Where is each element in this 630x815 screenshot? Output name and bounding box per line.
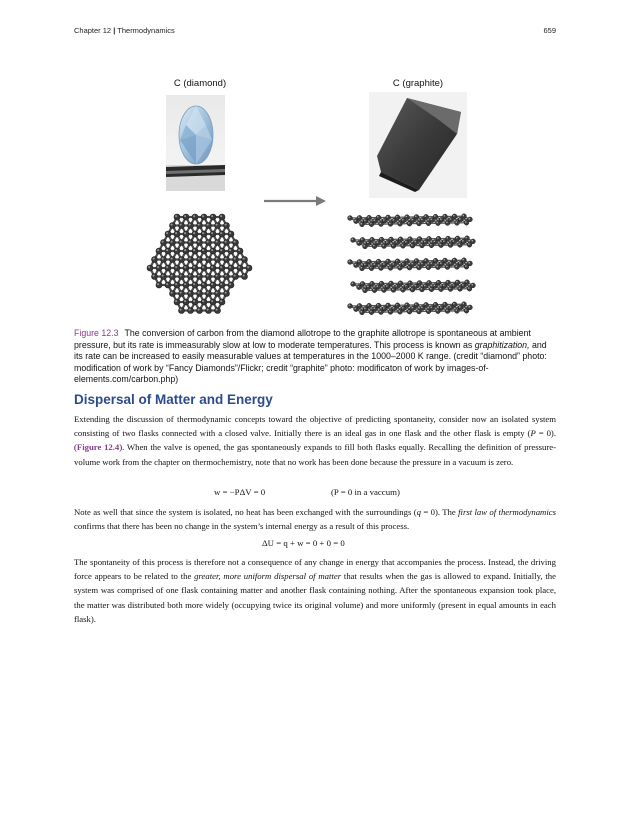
p2-text-b: = 0). The <box>420 507 459 517</box>
diamond-lattice-icon <box>144 212 254 316</box>
caption-text-2: and its rate can be increased to easily measurable values at temperatures in the 1000–2000 K range. (credit “diamond” photo: modification of work by “Fancy Diamonds”/Flickr; credit “graphite” photo: modificaton of work by images-of-elements.com/carbon.php) <box>74 339 547 384</box>
paragraph-2 <box>74 505 556 533</box>
conversion-arrow-icon <box>264 195 326 207</box>
p2-text-a: Note as well that since the system is isolated, no heat has been exchanged with the surroundings ( <box>74 507 417 517</box>
p1-variable: P <box>530 428 536 439</box>
p3-text-a: The spontaneity of this process is therefore not a consequence of any change in energy that accompanies the process. Instead, the driving force appears to be related to the <box>74 557 556 582</box>
chapter-title: Thermodynamics <box>117 26 175 35</box>
page-number: 659 <box>543 26 556 35</box>
figure-caption <box>74 328 556 386</box>
section-title: Dispersal of Matter and Energy <box>74 392 273 407</box>
caption-text-1: The conversion of carbon from the diamond allotrope to the graphite allotrope is spontaneous at ambient pressure, but its rate is immeasurably slow at low to moderate temperatures. This process is known as <box>74 328 531 350</box>
diamond-label: C (diamond) <box>173 78 227 89</box>
p2-text-c: confirms that there has been no change in the system’s internal energy as a result of this process. <box>74 521 410 532</box>
running-header <box>74 26 175 35</box>
paragraph-1 <box>74 412 556 469</box>
p1-text-c: ). When the valve is opened, the gas spontaneously expands to fill both flasks equally. Recalling the definition of pressure-volume work from the chapter on thermochemistry, note that no work has been done because the pressure in a vacuum is zero. <box>74 442 556 467</box>
p2-italic: first law of thermodynamics <box>458 507 556 517</box>
graphite-lattice-icon <box>344 210 480 320</box>
p1-text-b: = 0). ( <box>74 428 556 453</box>
p2-variable: q <box>416 507 421 517</box>
p3-text-b: that results when the gas is allowed to expand. Initially, the system was comprised of one flask containing matter and another flask containing nothing. After the spontaneous expansion took place, the matter was distributed both more widely (occupying twice its original volume) and more uniformly (present in equal amounts in each flask). <box>74 571 556 624</box>
figure-12-4-link[interactable]: Figure 12.4 <box>76 442 120 453</box>
energy-equation: ΔU = q + w = 0 + 0 = 0 <box>262 538 345 548</box>
caption-italic: graphitization, <box>474 339 530 350</box>
work-equation-condition: (P = 0 in a vaccum) <box>331 487 400 497</box>
figure-number: Figure 12.3 <box>74 328 119 338</box>
p3-italic: greater, more uniform dispersal of matter <box>194 571 342 582</box>
diamond-photo <box>166 95 225 191</box>
header-separator: | <box>113 26 116 35</box>
chapter-label: Chapter 12 <box>74 26 112 35</box>
work-equation: w = −PΔV = 0 <box>214 487 266 497</box>
graphite-photo <box>369 92 467 198</box>
graphite-label: C (graphite) <box>392 78 444 89</box>
p1-text-a: Extending the discussion of thermodynamic concepts toward the objective of predicting spontaneity, consider now an isolated system consisting of two flasks connected with a closed valve. Initially there is an ideal gas in one flask and the other flask is empty ( <box>74 414 556 439</box>
paragraph-3 <box>74 555 556 626</box>
